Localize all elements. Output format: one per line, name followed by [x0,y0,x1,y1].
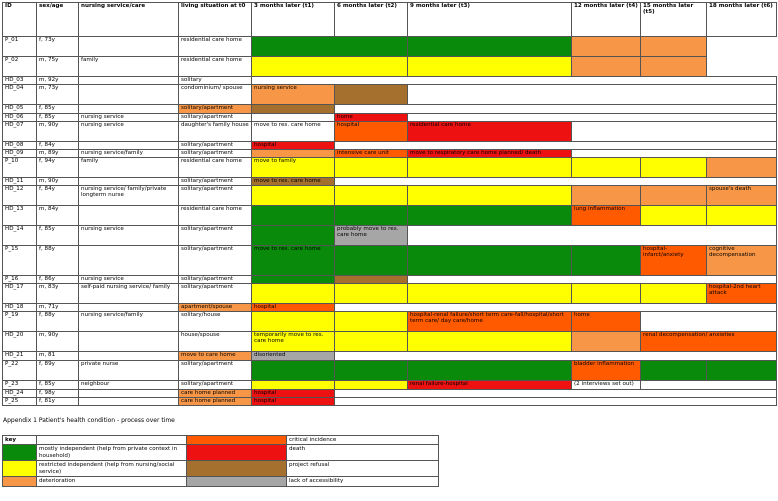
status-cell [335,206,408,226]
status-cell [335,304,777,312]
cell-sex-age: f, 86y [37,276,79,284]
key-header-row [3,436,439,445]
cell-id: HD_06 [3,114,37,122]
column-header-0: ID [3,3,37,37]
status-cell: hospital [335,122,408,142]
cell-nursing-service [79,178,179,186]
cell-sex-age: f, 89y [37,361,79,381]
cell-sex-age: f, 85y [37,381,79,390]
status-cell [252,186,335,206]
cell-living-situation: solitary/house [179,312,252,332]
status-cell: hospital-2nd heart attack [707,284,777,304]
status-cell [572,158,641,178]
status-cell [408,246,572,276]
cell-nursing-service: neighbour [79,381,179,390]
key-row [3,477,439,486]
cell-nursing-service [79,398,179,406]
cell-nursing-service [79,37,179,57]
cell-sex-age: f, 98y [37,390,79,398]
status-cell [572,186,641,206]
status-cell [335,158,408,178]
cell-sex-age: f, 85y [37,226,79,246]
status-cell [252,114,335,122]
status-cell [641,158,707,178]
status-cell [572,150,777,158]
key-label: death [287,445,439,461]
status-cell [572,246,641,276]
table-row [3,276,777,284]
status-cell: move to res. care home [252,246,335,276]
cell-sex-age: m, 84y [37,206,79,226]
status-cell: hospital-renal failure/short term care-fall/hospital/short term care/ day care/home [408,312,572,332]
cell-nursing-service [79,352,179,361]
cell-nursing-service [79,77,179,85]
cell-id: HD_05 [3,105,37,114]
table-row [3,390,777,398]
key-row [3,445,439,461]
cell-sex-age: m, 92y [37,77,79,85]
table-row [3,142,777,150]
cell-id: P_16 [3,276,37,284]
cell-nursing-service: nursing service/family [79,312,179,332]
table-row [3,398,777,406]
status-cell [252,105,335,114]
cell-living-situation: care home planned [179,398,252,406]
status-cell [335,352,777,361]
table-row [3,77,777,85]
key-swatch [187,445,287,461]
status-cell: move to res. care home [252,122,335,142]
cell-living-situation: house/spouse [179,332,252,352]
table-row [3,186,777,206]
status-cell: hospital-infarct/anxiety [641,246,707,276]
status-cell [572,37,641,57]
cell-id: HD_21 [3,352,37,361]
cell-living-situation: residential care home [179,158,252,178]
status-cell [335,105,777,114]
cell-id: HD_14 [3,226,37,246]
cell-nursing-service [79,206,179,226]
status-cell: intensive care unit [335,150,408,158]
status-cell [408,206,572,226]
column-header-8: 15 months later (t5) [641,3,707,37]
cell-sex-age: f, 85y [37,114,79,122]
status-cell [335,390,777,398]
table-row [3,226,777,246]
cell-living-situation: solitary/apartment [179,114,252,122]
cell-sex-age: m, 81 [37,352,79,361]
key-row [3,461,439,477]
status-cell [641,57,707,77]
table-row [3,158,777,178]
cell-id: P_23 [3,381,37,390]
key-label: deterioration [37,477,187,486]
status-cell [641,186,707,206]
status-cell [252,312,335,332]
cell-living-situation: solitary/apartment [179,186,252,206]
cell-nursing-service [79,105,179,114]
cell-living-situation: residential care home [179,37,252,57]
status-cell [408,85,777,105]
status-cell [408,226,777,246]
cell-living-situation: move to care home [179,352,252,361]
key-swatch [3,445,37,461]
status-cell [408,158,572,178]
status-cell [408,57,572,77]
cell-id: HD_09 [3,150,37,158]
column-header-5: 6 months later (t2) [335,3,408,37]
status-cell [335,142,777,150]
status-cell [335,178,777,186]
table-row [3,178,777,186]
status-cell [641,284,707,304]
table-row [3,312,777,332]
cell-id: HD_20 [3,332,37,352]
column-header-6: 9 months later (t3) [408,3,572,37]
cell-nursing-service: nursing service/family [79,150,179,158]
cell-nursing-service [79,246,179,276]
cell-sex-age: m, 89y [37,150,79,158]
status-cell [252,226,335,246]
color-key [2,435,439,487]
cell-sex-age: m, 90y [37,178,79,186]
cell-living-situation: solitary/apartment [179,142,252,150]
cell-nursing-service: family [79,57,179,77]
key-swatch [3,477,37,486]
cell-nursing-service [79,332,179,352]
cell-living-situation: solitary/apartment [179,178,252,186]
status-cell [572,122,777,142]
cell-id: P_02 [3,57,37,77]
status-cell [335,85,408,105]
cell-living-situation: residential care home [179,57,252,77]
status-cell [641,381,777,390]
status-cell [408,361,572,381]
key-swatch [187,477,287,486]
status-cell [252,381,335,390]
status-cell: cognitive decompensation [707,246,777,276]
cell-living-situation: apartment/spouse [179,304,252,312]
key-label: lack of accessibility [287,477,439,486]
status-cell [641,206,707,226]
cell-id: P_22 [3,361,37,381]
table-row [3,284,777,304]
table-row [3,37,777,57]
table-row [3,57,777,77]
status-cell: lung inflammation [572,206,641,226]
status-cell [335,312,408,332]
table-row [3,150,777,158]
status-cell [572,284,641,304]
key-title: key [3,436,37,445]
cell-sex-age: f, 81y [37,398,79,406]
status-cell [572,57,641,77]
cell-sex-age: f, 88y [37,246,79,276]
cell-sex-age: m, 90y [37,332,79,352]
cell-nursing-service [79,390,179,398]
table-row [3,85,777,105]
status-cell [335,276,408,284]
patient-health-table [2,2,777,406]
table-body [3,37,777,406]
status-cell: move to family [252,158,335,178]
cell-living-situation: condominium/ spouse [179,85,252,105]
status-cell [572,332,641,352]
cell-living-situation: daughter's family house [179,122,252,142]
cell-nursing-service: nursing service [79,114,179,122]
cell-living-situation: solitary/apartment [179,105,252,114]
cell-sex-age: f, 94y [37,158,79,178]
table-caption: Appendix 1 Patient's health condition - process over time [3,417,175,424]
table-row [3,114,777,122]
cell-nursing-service [79,304,179,312]
cell-id: HD_03 [3,77,37,85]
status-cell [252,37,408,57]
status-cell [408,284,572,304]
status-cell [641,312,777,332]
cell-sex-age: m, 71y [37,304,79,312]
cell-id: HD_18 [3,304,37,312]
status-cell [252,284,335,304]
column-header-1: sex/age [37,3,79,37]
status-cell [335,246,408,276]
key-swatch [187,461,287,477]
status-cell [707,206,777,226]
cell-nursing-service: nursing service [79,226,179,246]
status-cell [408,186,572,206]
cell-sex-age: f, 88y [37,312,79,332]
status-cell: hospital [252,398,335,406]
status-cell [335,361,408,381]
key-swatch [3,461,37,477]
cell-sex-age: f, 84y [37,142,79,150]
table-row [3,122,777,142]
status-cell [335,284,408,304]
status-cell [252,361,335,381]
cell-sex-age: m, 90y [37,122,79,142]
cell-id: HD_12 [3,186,37,206]
status-cell [707,361,777,381]
column-header-3: living situation at t0 [179,3,252,37]
cell-id: HD_08 [3,142,37,150]
cell-sex-age: m, 83y [37,284,79,304]
cell-nursing-service: private nurse [79,361,179,381]
key-label: restricted independent (help from nursing/social service) [37,461,187,477]
cell-nursing-service: nursing service/ family/private longterm nurse [79,186,179,206]
status-cell [252,150,335,158]
key-label: project refusal [287,461,439,477]
status-cell: home [335,114,408,122]
key-label: critical incidence [287,436,439,445]
status-cell: home [572,312,641,332]
status-cell: temporarily move to res. care home [252,332,335,352]
cell-living-situation: solitary/apartment [179,276,252,284]
status-cell: hospital [252,142,335,150]
status-cell: hospital [252,304,335,312]
status-cell [335,398,777,406]
status-cell: probably move to res. care home [335,226,408,246]
cell-nursing-service: nursing service [79,122,179,142]
status-cell: (2 interviews set out) [572,381,641,390]
key-label: mostly independent (help from private context in household) [37,445,187,461]
status-cell [408,114,777,122]
status-cell [252,276,335,284]
cell-nursing-service [79,85,179,105]
table-row [3,206,777,226]
cell-nursing-service [79,142,179,150]
status-cell [335,186,408,206]
cell-sex-age: m, 73y [37,85,79,105]
table-row [3,246,777,276]
status-cell [408,276,777,284]
column-header-4: 3 months later (t1) [252,3,335,37]
cell-id: HD_11 [3,178,37,186]
status-cell: renal failure-hospital [408,381,572,390]
cell-sex-age: f, 73y [37,37,79,57]
status-cell [335,332,408,352]
status-cell: residential care home [408,122,572,142]
table-header-row [3,3,777,37]
status-cell: nursing service [252,85,335,105]
cell-living-situation: solitary/apartment [179,284,252,304]
table-row [3,304,777,312]
cell-id: HD_17 [3,284,37,304]
cell-id: P_10 [3,158,37,178]
cell-sex-age: m, 75y [37,57,79,77]
column-header-2: nursing service/care [79,3,179,37]
cell-living-situation: solitary [179,77,252,85]
table-row [3,361,777,381]
status-cell [252,206,335,226]
cell-living-situation: care home planned [179,390,252,398]
column-header-9: 18 months later (t6) [707,3,777,37]
cell-id: P_15 [3,246,37,276]
status-cell: move to respiratory care home planned/ death [408,150,572,158]
cell-id: P_25 [3,398,37,406]
status-cell: bladder inflammation [572,361,641,381]
status-cell [707,158,777,178]
cell-living-situation: residential care home [179,206,252,226]
cell-nursing-service: family [79,158,179,178]
status-cell: spouse's death [707,186,777,206]
cell-id: HD_13 [3,206,37,226]
cell-living-situation: solitary/apartment [179,381,252,390]
status-cell [252,57,408,77]
status-cell [641,361,707,381]
status-cell: hospital [252,390,335,398]
cell-nursing-service: self-paid nursing service/ family [79,284,179,304]
key-blank [37,436,187,445]
status-cell: move to res. care home [252,178,335,186]
status-cell: disoriented [252,352,335,361]
table-row [3,352,777,361]
table-row [3,332,777,352]
cell-sex-age: f, 84y [37,186,79,206]
cell-id: P_01 [3,37,37,57]
status-cell [335,381,408,390]
cell-living-situation: solitary/apartment [179,246,252,276]
cell-living-situation: solitary/apartment [179,150,252,158]
column-header-7: 12 months later (t4) [572,3,641,37]
cell-sex-age: f, 85y [37,105,79,114]
cell-id: HD_24 [3,390,37,398]
status-cell [408,37,572,57]
cell-nursing-service: nursing service [79,276,179,284]
status-cell: renal decompensation/ anxieties [641,332,777,352]
table-row [3,105,777,114]
status-cell [641,37,707,57]
status-cell [408,332,572,352]
status-cell [252,77,777,85]
cell-living-situation: solitary/apartment [179,226,252,246]
cell-id: HD_04 [3,85,37,105]
cell-living-situation: solitary/apartment [179,361,252,381]
table-row [3,381,777,390]
key-swatch [187,436,287,445]
cell-id: HD_07 [3,122,37,142]
cell-id: P_19 [3,312,37,332]
